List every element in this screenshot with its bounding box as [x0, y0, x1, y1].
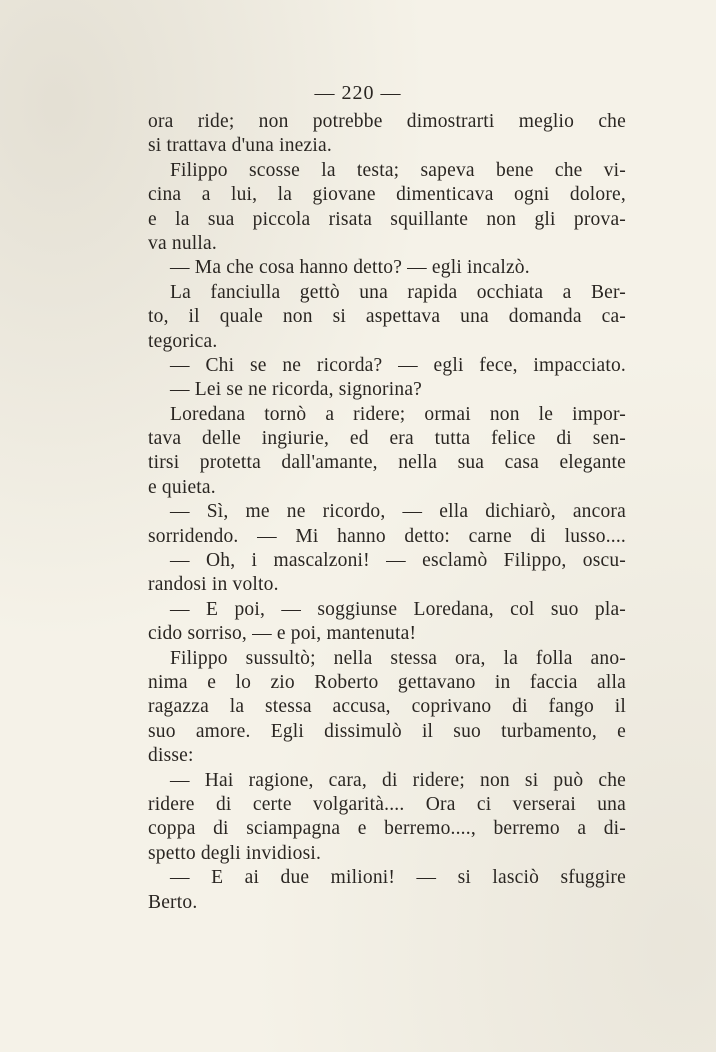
text-line: La fanciulla gettò una rapida occhiata a Ber- [170, 281, 626, 303]
text-line: — Ma che cosa hanno detto? — egli incalzò. [170, 257, 530, 279]
text-line: ragazza la stessa accusa, coprivano di fango il [148, 696, 626, 718]
body-text [148, 110, 626, 915]
text-line: Filippo scosse la testa; sapeva bene che vi- [170, 159, 626, 181]
text-line: randosi in volto. [148, 574, 279, 596]
text-line: tava delle ingiurie, ed era tutta felice di sen- [148, 428, 626, 450]
text-line: spetto degli invidiosi. [148, 842, 322, 864]
text-line: disse: [148, 745, 194, 767]
text-line: suo amore. Egli dissimulò il suo turbamento, e [148, 720, 626, 742]
text-line: Berto. [148, 891, 198, 913]
text-line: — E poi, — soggiunse Loredana, col suo pla- [170, 598, 626, 620]
text-line: tirsi protetta dall'amante, nella sua casa elegante [148, 452, 626, 474]
text-line: va nulla. [148, 232, 217, 254]
text-line: ora ride; non potrebbe dimostrarti meglio che [148, 111, 626, 132]
text-line: — E ai due milioni! — si lasciò sfuggire [170, 867, 626, 889]
text-line: sorridendo. — Mi hanno detto: carne di lusso.... [148, 525, 626, 547]
page-number: — 220 — [314, 82, 402, 104]
text-line: coppa di sciampagna e berremo...., berremo a di- [148, 818, 626, 840]
text-line: Loredana tornò a ridere; ormai non le impor- [170, 403, 626, 425]
text-line: tegorica. [148, 330, 218, 352]
text-line: nima e lo zio Roberto gettavano in faccia alla [148, 671, 626, 693]
text-line: e quieta. [148, 476, 216, 498]
text-line: to, il quale non si aspettava una domanda ca- [148, 306, 626, 328]
text-line: cina a lui, la giovane dimenticava ogni dolore, [148, 184, 626, 206]
text-line: — Oh, i mascalzoni! — esclamò Filippo, oscu- [170, 550, 626, 572]
text-line: — Lei se ne ricorda, signorina? [170, 379, 423, 401]
text-line: ridere di certe volgarità.... Ora ci verserai una [148, 793, 626, 815]
text-line: — Sì, me ne ricordo, — ella dichiarò, ancora [170, 501, 626, 523]
text-line: — Hai ragione, cara, di ridere; non si può che [170, 769, 626, 791]
text-line: Filippo sussultò; nella stessa ora, la folla ano- [170, 647, 626, 669]
text-line: si trattava d'una inezia. [148, 135, 332, 157]
text-line: cido sorriso, — e poi, mantenuta! [148, 623, 417, 645]
text-line: e la sua piccola risata squillante non gli prova- [148, 208, 626, 230]
text-line: — Chi se ne ricorda? — egli fece, impacciato. [170, 354, 626, 376]
